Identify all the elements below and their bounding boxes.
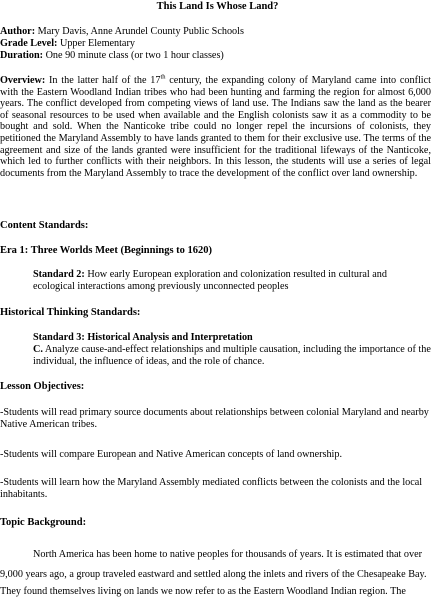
overview-superscript: th: [160, 73, 166, 81]
objective-item: -Students will compare European and Native American concepts of land ownership.: [0, 449, 343, 460]
duration-line: [0, 50, 430, 62]
duration-label: Duration:: [0, 50, 44, 62]
author-label: Author:: [0, 26, 36, 37]
era-heading: Era 1: Three Worlds Meet (Beginnings to 1620): [0, 245, 213, 256]
standard-2-text: How early European exploration and colonization resulted in cultural and ecological interactions among previously unconnected peoples: [33, 269, 387, 292]
lesson-objectives-heading: Lesson Objectives:: [0, 381, 85, 392]
standard-3-c-text: Analyze cause-and-effect relationships and multiple causation, including the importance of the individual, the influence of ideas, and the role of chance.: [33, 344, 431, 367]
objective-item: -Students will learn how the Maryland Assembly mediated conflicts between the colonists and the local inhabitants.: [0, 477, 423, 500]
standard-2-label: Standard 2:: [33, 269, 85, 280]
overview-label: Overview:: [0, 75, 46, 86]
content-standards-heading: Content Standards:: [0, 220, 89, 231]
historical-thinking-heading: Historical Thinking Standards:: [0, 307, 141, 318]
standard-3-heading: Standard 3: Historical Analysis and Interpretation: [33, 332, 253, 343]
document-title: This Land Is Whose Land?: [156, 1, 279, 12]
grade-label: Grade Level:: [0, 38, 58, 50]
lesson-meta: [0, 26, 430, 63]
author-value: Mary Davis, Anne Arundel County Public Schools: [35, 26, 244, 37]
standard-2: [33, 269, 431, 293]
overview-text-start: In the latter half of the 17: [45, 75, 161, 86]
overview-text-rest: century, the expanding colony of Maryland came into conflict with the Eastern Woodland Indian tribes who had been hunting and farming the region for almost 6,000 years. The conflict developed from competing views of land use. The Indians saw the land as the bearer of seasonal resources to be used when available and the English colonists saw it as a commodity to be bought and sold. When the Nanticoke tribe could no longer repel the incursions of colonists, they petitioned the Maryland Assembly to have lands granted to them for their exclusive use. The terms of the agreement and size of the lands granted were insufficient for the traditional lifeways of the Nanticoke, which led to further conflicts with their neighbors. In this lesson, the students will use a series of legal documents from the Maryland Assembly to trace the development of the conflict over land ownership.: [0, 75, 431, 179]
topic-background-paragraph-continued: They found themselves living on lands we now refer to as the Eastern Woodland Indian region. The: [0, 586, 406, 597]
topic-background-heading: Topic Background:: [0, 517, 87, 528]
standard-3-c: [33, 344, 431, 368]
standard-3-c-label: C.: [33, 344, 43, 355]
overview-paragraph: [0, 75, 431, 179]
topic-background-paragraph: North America has been home to native peoples for thousands of years. It is estimated that over 9,000 years ago, a group traveled eastward and settled along the inlets and rivers of the Chesapeake Bay.: [0, 549, 427, 580]
duration-value: One 90 minute class (or two 1 hour classes): [43, 50, 224, 62]
grade-line: [0, 38, 430, 50]
author-line: [0, 26, 430, 38]
objective-item: -Students will read primary source documents about relationships between colonial Maryland and nearby Native American tribes.: [0, 407, 429, 430]
grade-value: Upper Elementary: [57, 38, 135, 50]
